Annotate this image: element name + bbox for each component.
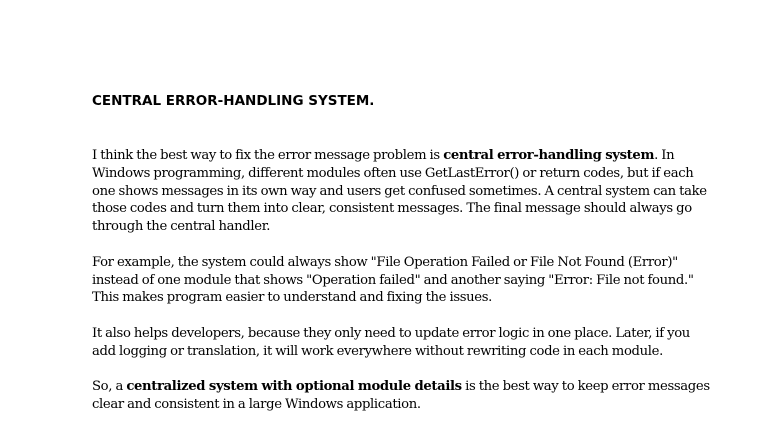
text-line <box>92 325 712 343</box>
text-run: is the best way to keep error messages <box>461 379 710 395</box>
text-run: Windows programming, different modules often use GetLastError() or return codes, but if each <box>92 165 694 181</box>
text-line <box>92 218 712 236</box>
text-run: It also helps developers, because they only need to update error logic in one place. Later, if you <box>92 325 690 341</box>
paragraph-4 <box>92 378 712 414</box>
text-run: add logging or translation, it will work everywhere without rewriting code in each module. <box>92 343 663 359</box>
paragraph-2 <box>92 254 712 307</box>
text-run: For example, the system could always show "File Operation Failed or File Not Found (Error)" <box>92 254 678 270</box>
text-run: those codes and turn them into clear, consistent messages. The final message should always go <box>92 201 692 217</box>
text-line <box>92 378 712 396</box>
text-line <box>92 289 712 307</box>
bold-phrase: centralized system with optional module details <box>126 379 462 395</box>
document-body <box>92 147 712 432</box>
text-line <box>92 396 712 414</box>
text-run: through the central handler. <box>92 219 271 235</box>
text-run: clear and consistent in a large Windows application. <box>92 397 421 413</box>
document-title: CENTRAL ERROR-HANDLING SYSTEM. <box>92 93 375 109</box>
text-run: I think the best way to fix the error message problem is <box>92 148 444 163</box>
text-line <box>92 343 712 361</box>
text-line <box>92 254 712 272</box>
bold-phrase: central error-handling system <box>443 148 655 163</box>
text-line <box>92 272 712 290</box>
text-line <box>92 165 712 183</box>
text-line <box>92 183 712 201</box>
paragraph-1 <box>92 147 712 236</box>
text-run: instead of one module that shows "Operation failed" and another saying "Error: File not found." <box>92 272 694 288</box>
text-run: So, a <box>92 379 127 395</box>
text-run: one shows messages in its own way and users get confused sometimes. A central system can take <box>92 183 707 199</box>
paragraph-3 <box>92 325 712 361</box>
text-line <box>92 200 712 218</box>
text-run: . In <box>654 148 675 163</box>
text-run: This makes program easier to understand and fixing the issues. <box>92 290 493 306</box>
text-line <box>92 147 712 165</box>
